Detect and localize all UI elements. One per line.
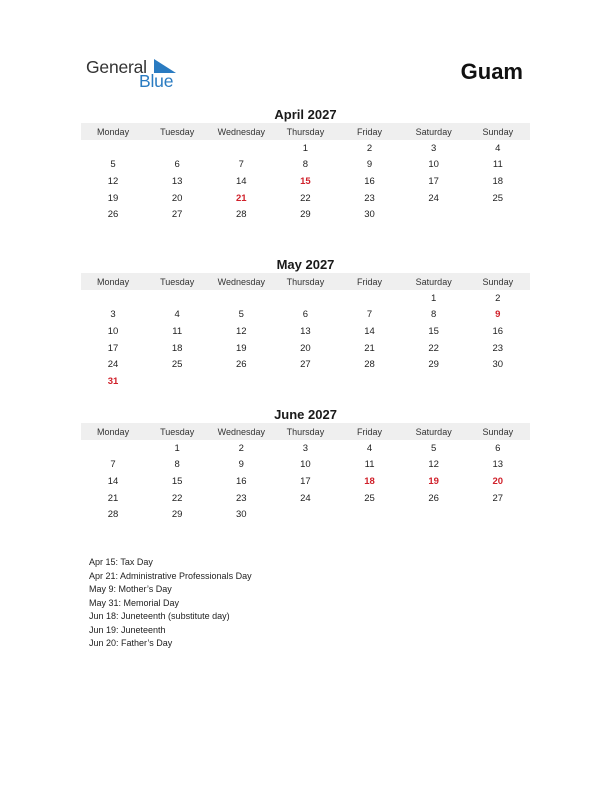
day-cell: 6 bbox=[302, 309, 309, 321]
day-cell: 15 bbox=[171, 475, 183, 487]
week-row bbox=[81, 440, 530, 457]
day-cell: 14 bbox=[107, 475, 119, 487]
weekday-label: Thursday bbox=[286, 276, 325, 287]
day-cell: 6 bbox=[174, 159, 180, 171]
weekday-label: Wednesday bbox=[217, 126, 265, 137]
day-cell: 28 bbox=[364, 359, 375, 371]
weekday-label: Tuesday bbox=[160, 426, 195, 437]
weekday-label: Friday bbox=[357, 276, 383, 287]
day-cell: 10 bbox=[428, 159, 439, 171]
week-row bbox=[81, 340, 530, 357]
holiday-note: Jun 20: Father’s Day bbox=[89, 638, 173, 648]
day-cell: 22 bbox=[171, 492, 183, 504]
weekday-label: Wednesday bbox=[217, 426, 265, 437]
weekday-label: Friday bbox=[357, 426, 383, 437]
day-cell: 1 bbox=[431, 292, 437, 304]
day-cell: 26 bbox=[107, 209, 119, 221]
month-title: April 2027 bbox=[274, 107, 337, 122]
day-cell: 2 bbox=[366, 142, 373, 154]
day-cell: 11 bbox=[492, 159, 503, 171]
month-block bbox=[81, 256, 530, 390]
day-cell: 12 bbox=[236, 325, 247, 337]
day-cell: 29 bbox=[171, 509, 183, 521]
day-cell: 29 bbox=[300, 209, 311, 221]
week-row bbox=[81, 473, 530, 490]
day-cell: 8 bbox=[174, 459, 180, 471]
day-cell: 30 bbox=[364, 209, 375, 221]
holiday-day-cell: 21 bbox=[236, 192, 247, 204]
month-block bbox=[81, 406, 530, 523]
day-cell: 13 bbox=[492, 459, 504, 471]
week-row bbox=[81, 173, 530, 190]
day-cell: 5 bbox=[431, 442, 437, 454]
holiday-day-cell: 19 bbox=[428, 475, 439, 487]
day-cell: 29 bbox=[428, 359, 439, 371]
day-cell: 28 bbox=[107, 509, 119, 521]
day-cell: 11 bbox=[364, 459, 375, 471]
holiday-note: Jun 18: Juneteenth (substitute day) bbox=[89, 611, 230, 621]
day-cell: 19 bbox=[236, 342, 247, 354]
day-cell: 21 bbox=[107, 492, 119, 504]
month-title: June 2027 bbox=[274, 407, 337, 422]
day-cell: 16 bbox=[492, 325, 504, 337]
day-cell: 6 bbox=[495, 442, 501, 454]
day-cell: 4 bbox=[366, 442, 373, 454]
week-row bbox=[81, 190, 530, 207]
day-cell: 15 bbox=[428, 325, 439, 337]
week-row bbox=[81, 307, 530, 324]
day-cell: 1 bbox=[302, 142, 309, 154]
day-cell: 20 bbox=[171, 192, 183, 204]
week-row bbox=[81, 140, 530, 157]
day-cell: 17 bbox=[428, 175, 439, 187]
day-cell: 24 bbox=[300, 492, 311, 504]
holiday-day-cell: 15 bbox=[300, 175, 311, 187]
day-cell: 26 bbox=[236, 359, 247, 371]
holiday-note: Jun 19: Juneteenth bbox=[89, 624, 166, 635]
weekday-header-row bbox=[81, 423, 530, 440]
day-cell: 8 bbox=[302, 159, 309, 171]
month-block bbox=[81, 106, 530, 223]
week-row bbox=[81, 157, 530, 174]
day-cell: 13 bbox=[300, 325, 311, 337]
weekday-label: Saturday bbox=[415, 426, 452, 437]
weekday-label: Monday bbox=[97, 126, 130, 137]
day-cell: 16 bbox=[236, 475, 247, 487]
day-cell: 23 bbox=[492, 342, 504, 354]
weekday-label: Monday bbox=[97, 276, 130, 287]
week-row bbox=[81, 323, 530, 340]
week-row bbox=[81, 290, 530, 307]
day-cell: 22 bbox=[428, 342, 439, 354]
weekday-label: Friday bbox=[357, 126, 383, 137]
day-cell: 23 bbox=[364, 192, 375, 204]
day-cell: 22 bbox=[300, 192, 311, 204]
day-cell: 3 bbox=[110, 309, 116, 321]
week-row bbox=[81, 206, 530, 223]
weekday-label: Sunday bbox=[482, 126, 514, 137]
weekday-label: Thursday bbox=[286, 426, 325, 437]
day-cell: 9 bbox=[238, 459, 244, 471]
holiday-day-cell: 9 bbox=[495, 309, 501, 321]
weekday-label: Tuesday bbox=[160, 276, 195, 287]
weekday-label: Tuesday bbox=[160, 126, 195, 137]
weekday-label: Thursday bbox=[286, 126, 325, 137]
day-cell: 17 bbox=[107, 342, 119, 354]
day-cell: 23 bbox=[236, 492, 247, 504]
logo-text-blue: Blue bbox=[139, 71, 174, 91]
day-cell: 21 bbox=[364, 342, 375, 354]
country-title: Guam bbox=[460, 59, 523, 84]
day-cell: 25 bbox=[364, 492, 375, 504]
day-cell: 4 bbox=[174, 309, 180, 321]
weekday-label: Sunday bbox=[482, 276, 514, 287]
day-cell: 5 bbox=[110, 159, 116, 171]
week-row bbox=[81, 373, 530, 390]
day-cell: 25 bbox=[171, 359, 183, 371]
day-cell: 7 bbox=[238, 159, 244, 171]
holiday-notes bbox=[89, 556, 252, 651]
day-cell: 1 bbox=[174, 442, 180, 454]
weekday-header-row bbox=[81, 123, 530, 140]
day-cell: 18 bbox=[492, 175, 504, 187]
day-cell: 3 bbox=[302, 442, 309, 454]
generalblue-logo bbox=[86, 55, 186, 91]
day-cell: 3 bbox=[431, 142, 437, 154]
day-cell: 30 bbox=[236, 509, 247, 521]
day-cell: 12 bbox=[428, 459, 439, 471]
day-cell: 7 bbox=[110, 459, 116, 471]
week-row bbox=[81, 506, 530, 523]
day-cell: 17 bbox=[300, 475, 311, 487]
day-cell: 14 bbox=[364, 325, 375, 337]
holiday-note: May 9: Mother’s Day bbox=[89, 584, 172, 594]
day-cell: 10 bbox=[300, 459, 311, 471]
day-cell: 13 bbox=[171, 175, 183, 187]
day-cell: 28 bbox=[236, 209, 247, 221]
day-cell: 19 bbox=[107, 192, 119, 204]
day-cell: 18 bbox=[171, 342, 183, 354]
day-cell: 16 bbox=[364, 175, 375, 187]
day-cell: 30 bbox=[492, 359, 504, 371]
weekday-label: Saturday bbox=[415, 126, 452, 137]
day-cell: 14 bbox=[236, 175, 247, 187]
day-cell: 27 bbox=[300, 359, 311, 371]
day-cell: 2 bbox=[238, 442, 244, 454]
day-cell: 8 bbox=[431, 309, 437, 321]
holiday-note: Apr 15: Tax Day bbox=[89, 557, 153, 567]
month-title: May 2027 bbox=[276, 257, 335, 272]
day-cell: 11 bbox=[172, 325, 183, 337]
day-cell: 2 bbox=[495, 292, 501, 304]
logo-text-general: General bbox=[86, 57, 147, 77]
day-cell: 20 bbox=[300, 342, 311, 354]
holiday-note: Apr 21: Administrative Professionals Day bbox=[89, 570, 252, 581]
weekday-label: Sunday bbox=[482, 426, 514, 437]
day-cell: 24 bbox=[428, 192, 439, 204]
holiday-note: May 31: Memorial Day bbox=[89, 597, 180, 608]
week-row bbox=[81, 490, 530, 507]
day-cell: 10 bbox=[107, 325, 119, 337]
weekday-label: Saturday bbox=[415, 276, 452, 287]
day-cell: 4 bbox=[495, 142, 501, 154]
day-cell: 26 bbox=[428, 492, 439, 504]
weekday-label: Wednesday bbox=[217, 276, 265, 287]
day-cell: 25 bbox=[492, 192, 504, 204]
holiday-day-cell: 31 bbox=[107, 375, 119, 387]
day-cell: 5 bbox=[238, 309, 244, 321]
day-cell: 9 bbox=[366, 159, 373, 171]
day-cell: 24 bbox=[107, 359, 119, 371]
weekday-header-row bbox=[81, 273, 530, 290]
week-row bbox=[81, 457, 530, 474]
day-cell: 27 bbox=[171, 209, 183, 221]
day-cell: 7 bbox=[366, 309, 373, 321]
day-cell: 12 bbox=[107, 175, 119, 187]
weekday-label: Monday bbox=[97, 426, 130, 437]
day-cell: 27 bbox=[492, 492, 504, 504]
week-row bbox=[81, 356, 530, 373]
holiday-day-cell: 20 bbox=[492, 475, 504, 487]
holiday-day-cell: 18 bbox=[364, 475, 375, 487]
